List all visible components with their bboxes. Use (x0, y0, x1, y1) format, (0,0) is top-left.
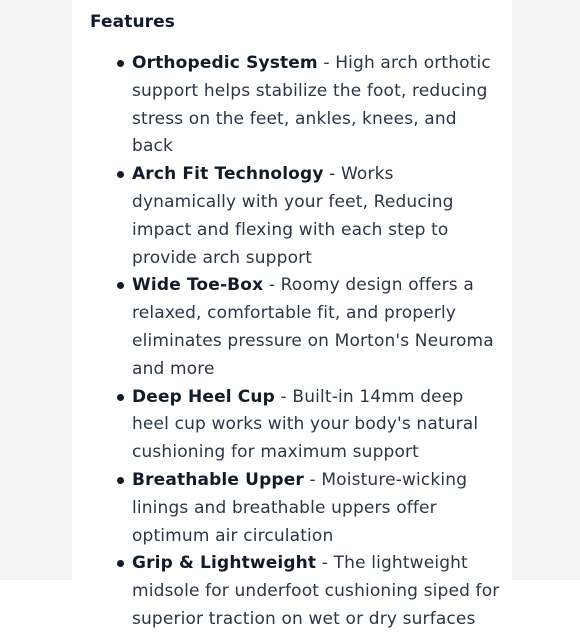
feature-description: - Built-in 14mm deep heel cup works with your body's natural cushioning for maximum support (132, 386, 479, 463)
bullet-icon (117, 394, 124, 401)
feature-item-orthopedic-system (108, 50, 503, 161)
right-margin (512, 0, 580, 580)
bullet-icon (117, 171, 124, 178)
left-margin (0, 0, 72, 580)
feature-title: Arch Fit Technology (132, 164, 324, 185)
feature-title: Orthopedic System (132, 53, 318, 73)
bullet-icon (117, 60, 124, 67)
features-list (108, 50, 503, 634)
feature-title: Breathable Upper (132, 469, 304, 490)
feature-item-wide-toe-box (108, 272, 503, 383)
bullet-icon (117, 477, 124, 484)
feature-title: Wide Toe-Box (132, 275, 264, 296)
feature-description: - High arch orthotic support helps stabilize the foot, reducing stress on the feet, ankles, knees, and back (132, 53, 491, 157)
feature-description: - The lightweight midsole for underfoot cushioning siped for superior traction on wet or dry surfaces (132, 553, 500, 629)
bullet-icon (117, 560, 124, 567)
feature-description: - Works dynamically with your feet, Reducing impact and flexing with each step to provide arch support (132, 164, 454, 268)
feature-item-grip-lightweight (108, 550, 503, 633)
feature-title: Grip & Lightweight (132, 553, 317, 574)
feature-title: Deep Heel Cup (132, 386, 275, 407)
feature-item-breathable-upper (108, 467, 503, 550)
feature-description: - Moisture-wicking linings and breathable uppers offer optimum air circulation (132, 469, 468, 546)
feature-description: - Roomy design offers a relaxed, comfortable fit, and properly eliminates pressure on Morton's Neuroma and more (132, 275, 494, 379)
feature-item-arch-fit-technology (108, 161, 503, 272)
bullet-icon (117, 282, 124, 289)
section-heading: Features (90, 12, 175, 32)
feature-item-deep-heel-cup (108, 384, 503, 467)
